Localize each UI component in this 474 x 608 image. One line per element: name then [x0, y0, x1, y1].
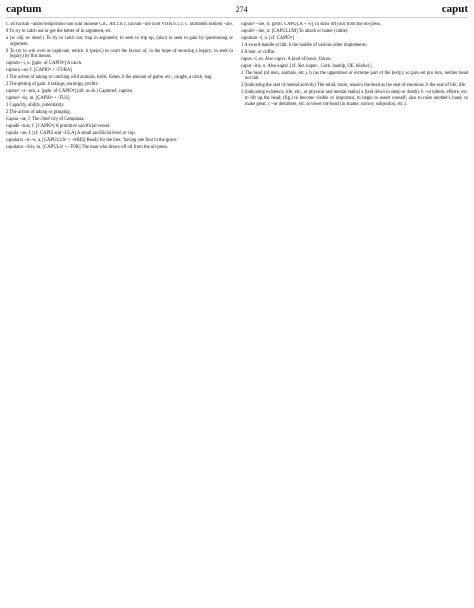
- dictionary-entry: 9 To try to win over or captivate, entice. b (pejor.) to court the favour of, in the hope of securing a legacy; to seek (a legacy) by this means.: [6, 48, 233, 60]
- dictionary-entry: 2 (indicating the seat of mental activity) The mind, brain, reason; the head as the seat of emotions. b the seat of life; life.: [241, 83, 467, 89]
- dictionary-entry: 1 A sword-handle or hilt. b the handle of various other implements.: [241, 42, 367, 48]
- text-columns: [6, 22, 468, 602]
- dictionary-entry: capulator ~ōris, m. [CAPULō¹ + -TOR] The man who draws off oil from the oil-press.: [6, 144, 169, 150]
- page-number: 274: [235, 5, 248, 14]
- dictionary-entry: capularis ~is ~e, a. [CAPULUS¹ + -ARIS] Ready for the bier, 'having one foot in the grave.': [6, 137, 179, 143]
- dictionary-entry: capus ~ī, m. Also capys. A kind of hawk, falcon.: [241, 56, 332, 62]
- dictionary-entry: 2 The getting of gain. b takings, earnings, profits.: [6, 82, 99, 88]
- page-header: [6, 3, 468, 18]
- dictionary-entry: capulō² ~āre, tr. [CAPULUM] To attach or halter (cattle).: [241, 28, 349, 34]
- left-column: [6, 22, 233, 602]
- dictionary-entry: captura ~ae, f. [CAPIO² + -TURA]: [6, 68, 72, 74]
- dictionary-entry: 2 A bier, or coffin.: [241, 49, 276, 55]
- dictionary-entry: 1 The action of taking or catching wild animals, birds, fishes. b the amount of game, etc., caught, a catch, bag.: [6, 75, 213, 81]
- dictionary-entry: Capua ~ae, f. The chief city of Campania.: [6, 116, 85, 122]
- dictionary-entry: captus¹ ~a ~um, a. [pple. of CAPIO²] (oft. as sb.) Captured, captive.: [6, 89, 134, 94]
- dictionary-entry: 8 To try to catch out or get the better of in argument, etc.: [6, 28, 113, 34]
- dictionary-entry: capulum ~ī, n. [cf. CAPIO²]: [241, 35, 294, 41]
- dictionary-entry: captum ~i, n. [pple. of CAPIO²] A catch.: [6, 61, 83, 67]
- dictionary-entry: capulō¹ ~āre, tr. [prob. CAPULA + -ō] To draw off (oil) from the oil-press.: [241, 22, 382, 27]
- dictionary-entry: c. ad lucrum ~andis temporibus non sunt idoneae CIC. Att.1.6.1; lucrum ~are licet VITR.6.1.1; c. utilitatem hostem ~are.: [6, 22, 233, 27]
- dictionary-entry: caput ~itis, n. Also kaput. [cf. Skt. kaput-, Goth. haubiþ, OE. hēafod.]: [241, 63, 372, 69]
- dictionary-entry: 1 Capacity, ability, potentiality.: [6, 102, 65, 108]
- right-column: [241, 22, 468, 602]
- dictionary-entry: 3 (indicating existence, life, etc., or physical and mental status) a (laid down in sleep or death). b ~ut tollere, efferre, etc. to lift up the head; (fig.) to become visible or important, to begin to assert oneself; also to raise another's hand; to make great. c ~ut demittere, etc. to lower the head (in shame, sorrow, subjection, etc.).: [241, 90, 468, 107]
- header-left-headword: captum: [6, 3, 42, 15]
- dictionary-entry: capudē ~inis, f. [CAPIO²] A primitive sacrificial vessel.: [6, 123, 111, 129]
- dictionary-entry: a (w. obj. or absol.) To try to catch out, trap in argument; to seek to trip up; (also) to seek to gain by questioning or argument.: [6, 35, 233, 47]
- dictionary-entry: capula ~ae, f. [cf. CAPIS and ~ULA] A small sacrificial bowl or cup.: [6, 130, 136, 136]
- header-right-headword: caput: [441, 3, 468, 15]
- dictionary-entry: 1 The head (of men, animals, etc.). b (as the uppermost or extreme part of the body); so pars est pro toto, neither head nor tail.: [241, 70, 468, 82]
- dictionary-entry: 2 The action of taking or grasping.: [6, 109, 71, 115]
- dictionary-entry: captus² ~ūs, m. [CAPIO² + -TUS]: [6, 95, 70, 101]
